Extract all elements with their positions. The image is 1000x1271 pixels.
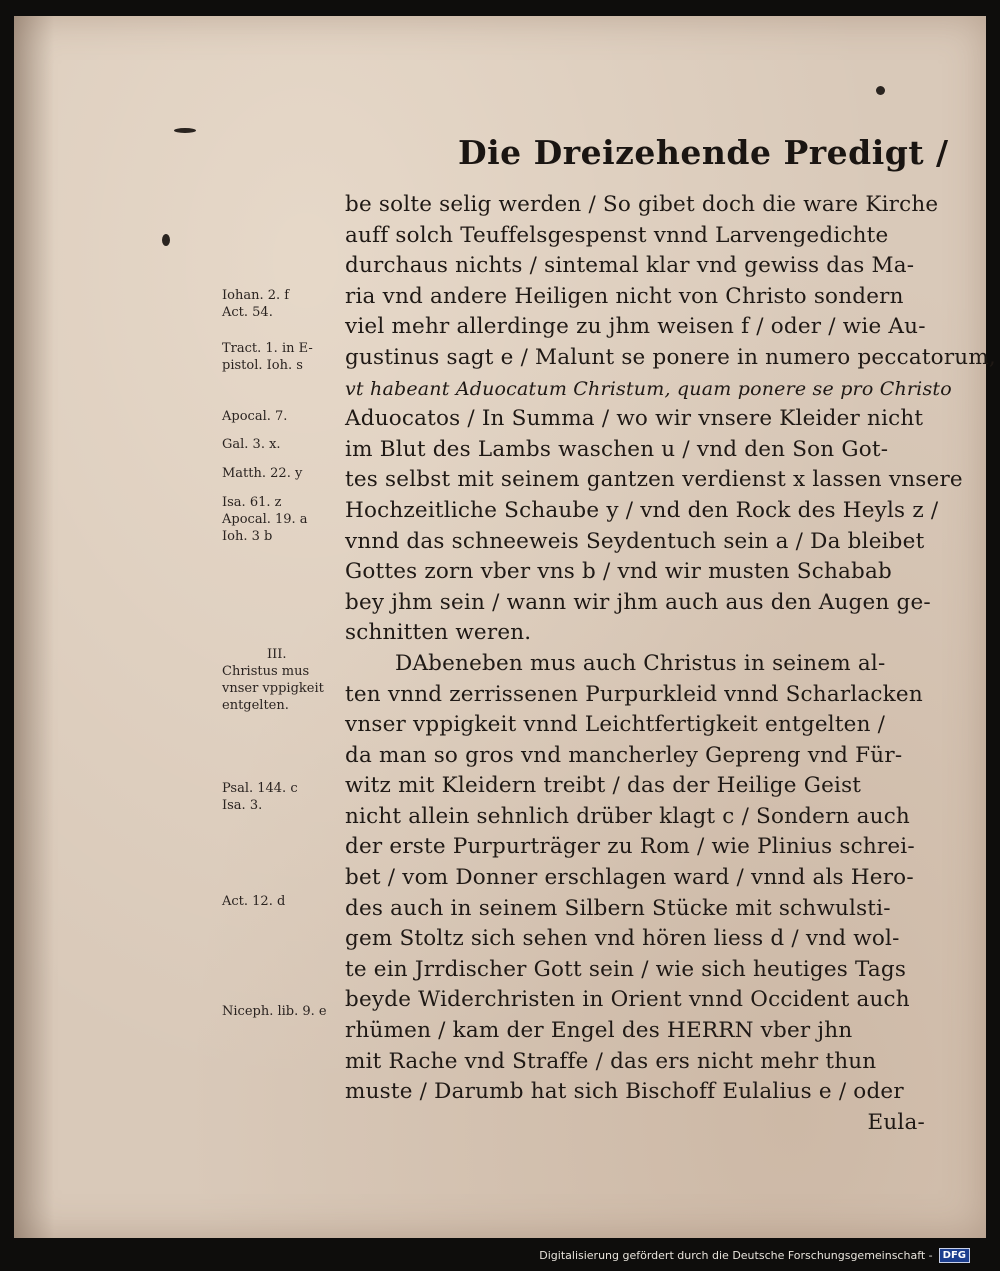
margin-note-line: Apocal. 7. (222, 409, 288, 424)
footer-credit-text: Digitalisierung gefördert durch die Deutsche Forschungsgemeinschaft - (539, 1249, 933, 1262)
margin-note-line: Act. 12. d (222, 894, 286, 909)
margin-note-line: Gal. 3. x. (222, 437, 281, 452)
text-line: vnnd das schneeweis Seydentuch sein a / Da bleibet (345, 528, 925, 554)
text-line: Hochzeitliche Schaube y / vnd den Rock des Heyls z / (345, 497, 939, 523)
margin-note (222, 893, 342, 910)
text-line: be solte selig werden / So gibet doch die ware Kirche (345, 192, 939, 217)
margin-note (222, 436, 342, 453)
text-line: ten vnnd zerrissenen Purpurkleid vnnd Scharlacken (345, 681, 923, 707)
margin-note-line: vnser vppigkeit (222, 681, 324, 696)
text-line: vt habeant Aduocatum Christum, quam ponere se pro Christo (345, 377, 952, 400)
page-gutter-shadow (14, 16, 54, 1238)
margin-note-line: Ioh. 3 b (222, 529, 273, 544)
text-line: beyde Widerchristen in Orient vnnd Occident auch (345, 987, 910, 1013)
margin-note (222, 646, 342, 714)
text-line: mit Rache vnd Straffe / das ers nicht mehr thun (345, 1048, 877, 1074)
margin-note-line: Iohan. 2. f (222, 288, 290, 303)
text-line: nicht allein sehnlich drüber klagt c / Sondern auch (345, 803, 910, 829)
text-line: DAbeneben mus auch Christus in seinem al- (395, 650, 886, 676)
margin-note-line: Act. 54. (222, 305, 273, 320)
body-text-block (345, 190, 996, 1138)
margin-note-line: pistol. Ioh. s (222, 358, 303, 373)
margin-note (222, 465, 342, 482)
text-line: der erste Purpurträger zu Rom / wie Plinius schrei- (345, 834, 915, 860)
text-line: witz mit Kleidern treibt / das der Heilige Geist (345, 773, 862, 799)
margin-note (222, 780, 342, 814)
margin-note-line: Matth. 22. y (222, 466, 303, 481)
footer-credit (539, 1248, 970, 1263)
text-line: gem Stoltz sich sehen vnd hören liess d / vnd wol- (345, 926, 900, 952)
margin-note-line: Apocal. 19. a (222, 512, 308, 527)
text-line: rhümen / kam der Engel des HERRN vber jhn (345, 1018, 853, 1044)
margin-note (222, 340, 342, 374)
ink-speck (876, 86, 885, 95)
margin-note-line: Niceph. lib. 9. e (222, 1004, 327, 1019)
text-line: auff solch Teuffelsgespenst vnnd Larvengedichte (345, 222, 889, 248)
text-line: des auch in seinem Silbern Stücke mit schwulsti- (345, 895, 891, 921)
text-line: tes selbst mit seinem gantzen verdienst x lassen vnsere (345, 467, 963, 493)
text-line: bet / vom Donner erschlagen ward / vnnd als Hero- (345, 865, 914, 891)
margin-note-line: Isa. 61. z (222, 495, 282, 510)
text-line: schnitten weren. (345, 620, 532, 646)
margin-note-line: III. (267, 647, 287, 662)
margin-note (222, 494, 342, 545)
text-line: ria vnd andere Heiligen nicht von Christo sondern (345, 283, 904, 309)
text-line: Aduocatos / In Summa / wo wir vnsere Kleider nicht (345, 406, 924, 432)
text-line: gustinus sagt e / Malunt se ponere in numero peccatorum, (345, 344, 996, 370)
text-line: viel mehr allerdinge zu jhm weisen f / oder / wie Au- (345, 314, 926, 340)
text-line: vnser vppigkeit vnnd Leichtfertigkeit entgelten / (345, 712, 886, 738)
text-line: muste / Darumb hat sich Bischoff Eulalius e / oder (345, 1079, 904, 1105)
margin-note-line: Christus mus (222, 664, 310, 679)
dfg-logo: DFG (939, 1248, 970, 1263)
margin-note-line: Isa. 3. (222, 798, 263, 813)
ink-speck (162, 234, 170, 246)
margin-note-line: Psal. 144. c (222, 781, 298, 796)
text-line: Gottes zorn vber vns b / vnd wir musten Schabab (345, 559, 892, 585)
margin-note (222, 408, 342, 425)
margin-note (222, 1003, 342, 1020)
ink-speck (174, 128, 196, 133)
text-line: da man so gros vnd mancherley Gepreng vnd Für- (345, 742, 903, 768)
margin-note (222, 287, 342, 321)
page-heading: Die Dreizehende Predigt / (458, 133, 949, 172)
text-line: Eula- (867, 1109, 925, 1135)
text-line: te ein Jrrdischer Gott sein / wie sich heutiges Tags (345, 956, 907, 982)
text-line: bey jhm sein / wann wir jhm auch aus den Augen ge- (345, 589, 931, 615)
margin-note-line: Tract. 1. in E- (222, 341, 313, 356)
margin-note-line: entgelten. (222, 698, 289, 713)
text-line: im Blut des Lambs waschen u / vnd den Son Got- (345, 436, 889, 462)
text-line: durchaus nichts / sintemal klar vnd gewiss das Ma- (345, 253, 915, 279)
